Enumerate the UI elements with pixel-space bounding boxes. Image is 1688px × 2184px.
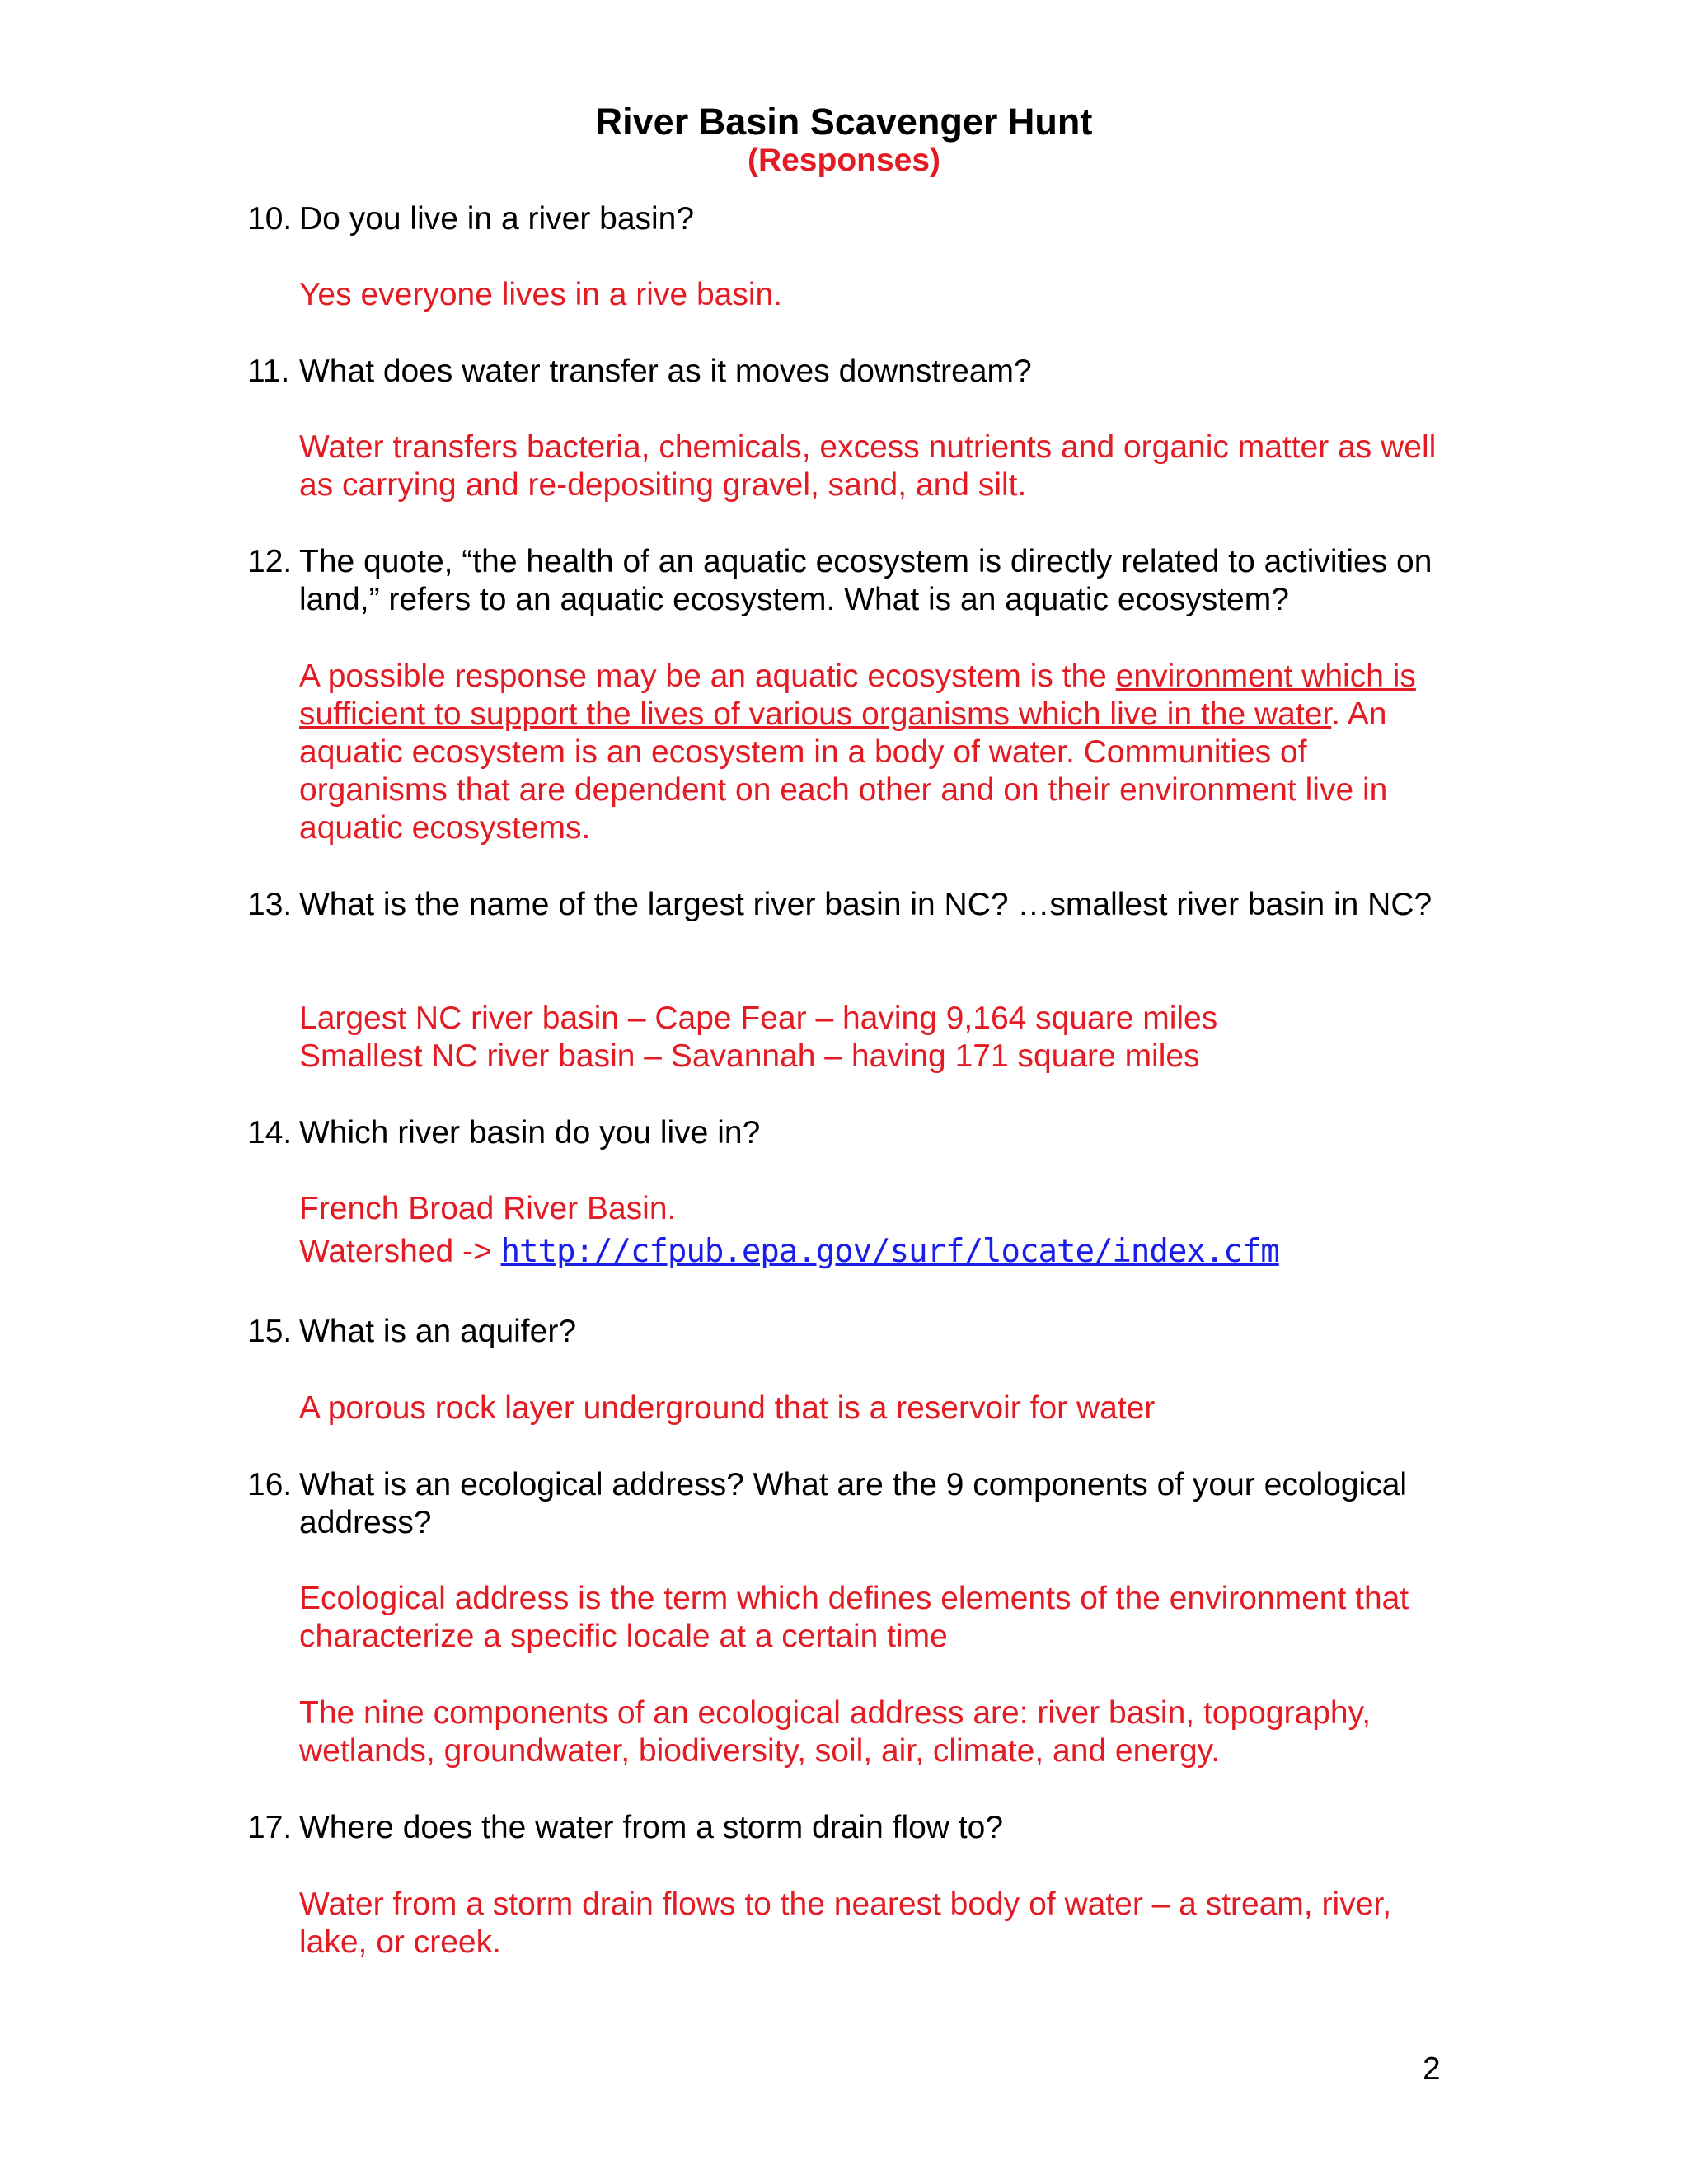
question-text: What is an aquifer? bbox=[299, 1314, 577, 1349]
question-10 bbox=[247, 200, 1434, 238]
question-12 bbox=[247, 543, 1434, 619]
question-number: 17. bbox=[247, 1810, 293, 1845]
page-number: 2 bbox=[1423, 2051, 1441, 2087]
question-13 bbox=[247, 886, 1434, 924]
question-number: 16. bbox=[247, 1467, 293, 1502]
answer-16-components: The nine components of an ecological address are: river basin, topography, wetlands, groundwater, biodiversity, soil, air, climate, and energy. bbox=[299, 1695, 1372, 1769]
answer-text: A possible response may be an aquatic ecosystem is the bbox=[299, 658, 1116, 694]
question-16 bbox=[247, 1466, 1434, 1542]
question-17 bbox=[247, 1809, 1434, 1847]
question-text: Do you live in a river basin? bbox=[299, 201, 695, 237]
question-text: Where does the water from a storm drain flow to? bbox=[299, 1810, 1004, 1845]
question-14 bbox=[247, 1114, 1434, 1152]
answer-14: French Broad River Basin. bbox=[299, 1191, 677, 1226]
question-number: 13. bbox=[247, 887, 293, 922]
answer-line-smallest: Smallest NC river basin – Savannah – having 171 square miles bbox=[299, 1038, 1200, 1074]
answer-line-largest: Largest NC river basin – Cape Fear – having 9,164 square miles bbox=[299, 1001, 1218, 1036]
answer-text: . An aquatic ecosystem is an ecosystem in a body of water. Communities of organisms that are dependent on each other and on their environment live in aquatic ecosystems. bbox=[299, 696, 1388, 846]
watershed-link[interactable]: http://cfpub.epa.gov/surf/locate/index.cfm bbox=[500, 1233, 1279, 1270]
answer-17: Water from a storm drain flows to the nearest body of water – a stream, river, lake, or creek. bbox=[299, 1886, 1392, 1960]
question-text: What is an ecological address? What are the 9 components of your ecological address? bbox=[299, 1467, 1408, 1540]
answer-15: A porous rock layer underground that is a reservoir for water bbox=[299, 1390, 1156, 1426]
question-text: What does water transfer as it moves downstream? bbox=[299, 354, 1032, 389]
question-number: 12. bbox=[247, 544, 293, 579]
question-text: What is the name of the largest river basin in NC? …smallest river basin in NC? bbox=[299, 887, 1432, 922]
answer-10: Yes everyone lives in a rive basin. bbox=[299, 277, 783, 312]
question-number: 15. bbox=[247, 1314, 293, 1349]
question-text: Which river basin do you live in? bbox=[299, 1115, 761, 1151]
question-11 bbox=[247, 353, 1434, 391]
question-number: 11. bbox=[247, 354, 290, 389]
watershed-row bbox=[299, 1230, 1279, 1274]
watershed-label: Watershed -> bbox=[299, 1234, 501, 1269]
answer-11: Water transfers bacteria, chemicals, excess nutrients and organic matter as well as carrying and re-depositing gravel, sand, and silt. bbox=[299, 429, 1437, 503]
question-15 bbox=[247, 1313, 1434, 1351]
answer-16-definition: Ecological address is the term which defines elements of the environment that characterize a specific locale at a certain time bbox=[299, 1581, 1409, 1654]
question-number: 14. bbox=[247, 1115, 293, 1151]
page-title: River Basin Scavenger Hunt bbox=[595, 101, 1093, 143]
question-number: 10. bbox=[247, 201, 293, 237]
question-text: The quote, “the health of an aquatic ecosystem is directly related to activities on land,” refers to an aquatic ecosystem. What is an aquatic ecosystem? bbox=[299, 544, 1432, 617]
underlined-definition: environment which is sufficient to support the lives of various organisms which live in the water bbox=[299, 658, 1416, 732]
page-subtitle: (Responses) bbox=[747, 143, 941, 178]
answer-13 bbox=[299, 1000, 1437, 1076]
answer-12 bbox=[299, 658, 1437, 847]
